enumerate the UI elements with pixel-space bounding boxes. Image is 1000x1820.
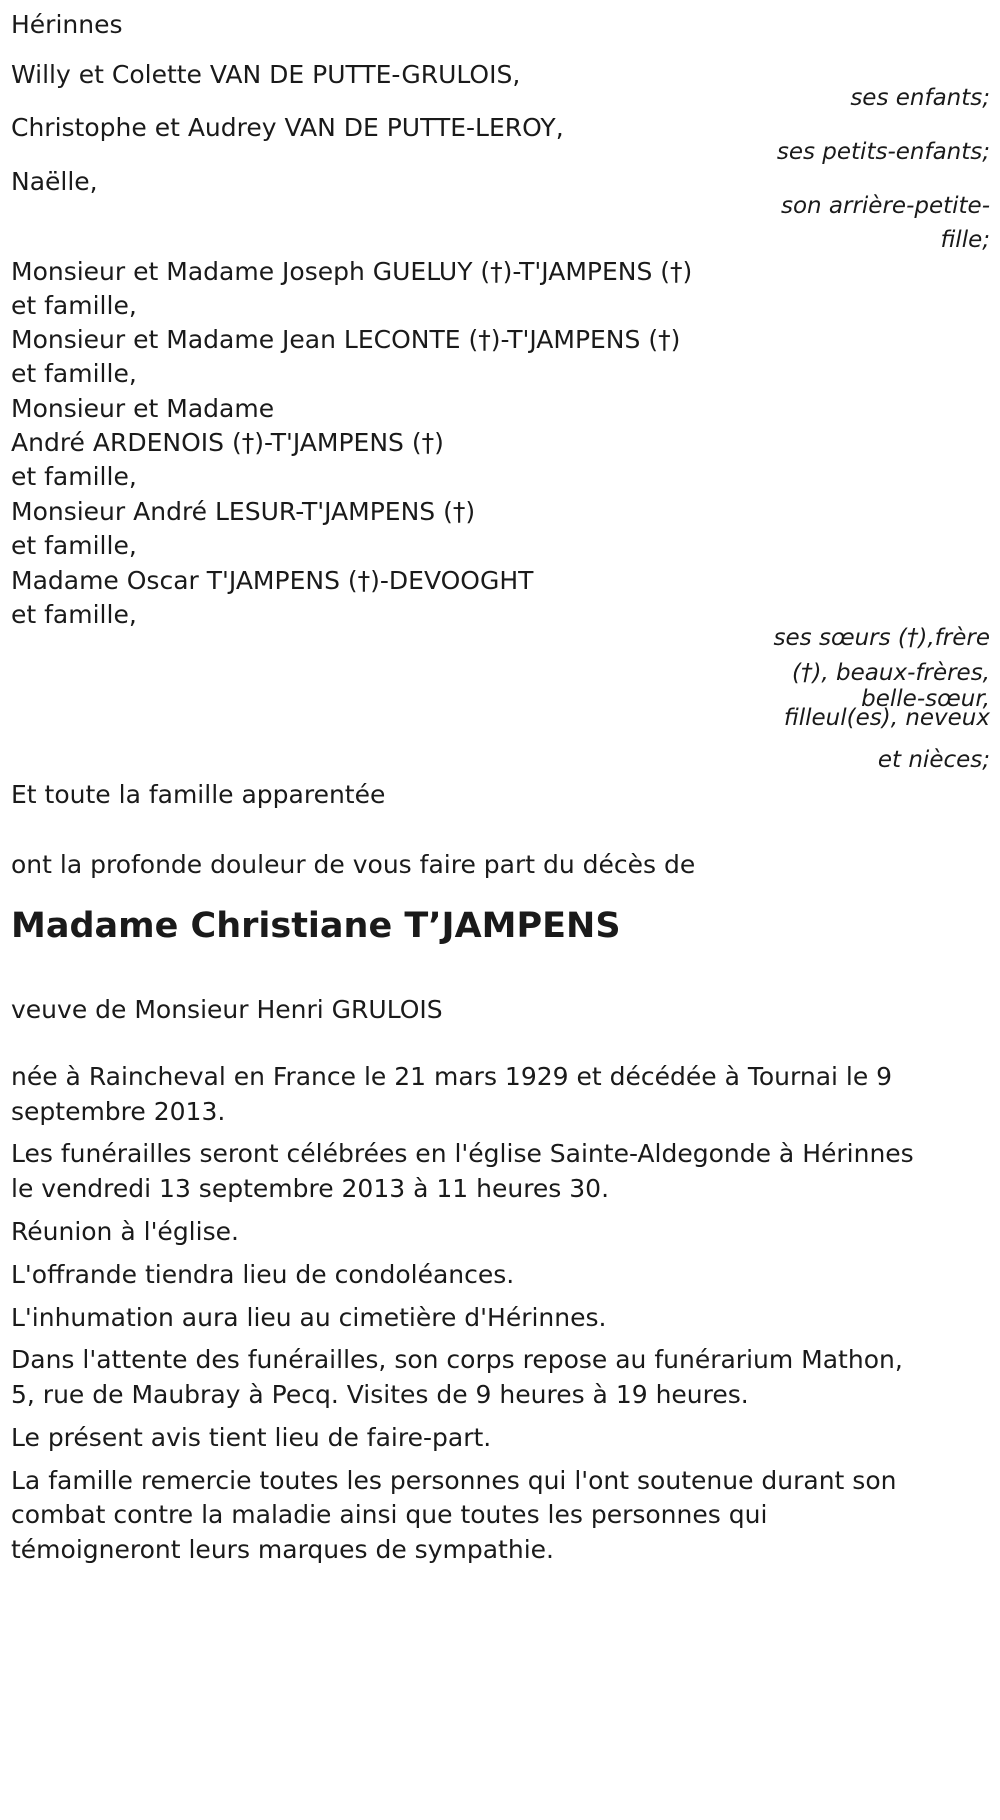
siblings-role-line: (†), beaux-frères, <box>791 660 990 686</box>
sibling-line: et famille, <box>11 600 137 629</box>
sibling-line: André ARDENOIS (†)-T'JAMPENS (†) <box>11 428 444 457</box>
thanks-line2: combat contre la maladie ainsi que toutes les personnes qui <box>11 1500 768 1529</box>
sibling-line: et famille, <box>11 531 137 560</box>
grandchildren-role: ses petits-enfants; <box>776 139 990 165</box>
siblings-role-line: ses sœurs (†),frère <box>773 625 990 651</box>
great-grandchild-role-line1: son arrière-petite- <box>780 193 990 219</box>
funeral-line1: Les funérailles seront célébrées en l'église Sainte-Aldegonde à Hérinnes <box>11 1139 914 1168</box>
sibling-line: Monsieur et Madame Jean LECONTE (†)-T'JAMPENS (†) <box>11 325 681 354</box>
sibling-line: et famille, <box>11 359 137 388</box>
place-heading: Hérinnes <box>11 10 123 39</box>
children-role: ses enfants; <box>850 85 990 111</box>
extended-family: Et toute la famille apparentée <box>11 780 386 809</box>
birth-death-line1: née à Raincheval en France le 21 mars 1929 et décédée à Tournai le 9 <box>11 1062 893 1091</box>
burial-text: L'inhumation aura lieu au cimetière d'Hérinnes. <box>11 1303 607 1332</box>
great-grandchild-names: Naëlle, <box>11 167 98 196</box>
children-names: Willy et Colette VAN DE PUTTE-GRULOIS, <box>11 60 521 89</box>
great-grandchild-role-line2: fille; <box>940 227 990 253</box>
notice-text: Le présent avis tient lieu de faire-part. <box>11 1423 492 1452</box>
sibling-line: Madame Oscar T'JAMPENS (†)-DEVOOGHT <box>11 566 534 595</box>
thanks-line1: La famille remercie toutes les personnes qui l'ont soutenue durant son <box>11 1466 897 1495</box>
repose-line2: 5, rue de Maubray à Pecq. Visites de 9 heures à 19 heures. <box>11 1380 749 1409</box>
thanks-line3: témoigneront leurs marques de sympathie. <box>11 1535 554 1564</box>
grandchildren-names: Christophe et Audrey VAN DE PUTTE-LEROY, <box>11 113 564 142</box>
siblings-role-line: et nièces; <box>877 747 990 773</box>
repose-line1: Dans l'attente des funérailles, son corps repose au funérarium Mathon, <box>11 1345 903 1374</box>
announcement-text: ont la profonde douleur de vous faire part du décès de <box>11 850 696 879</box>
sibling-line: et famille, <box>11 291 137 320</box>
meeting-text: Réunion à l'église. <box>11 1217 239 1246</box>
deceased-name: Madame Christiane T’JAMPENS <box>11 906 621 946</box>
offering-text: L'offrande tiendra lieu de condoléances. <box>11 1260 515 1289</box>
birth-death-line2: septembre 2013. <box>11 1097 226 1126</box>
sibling-line: Monsieur et Madame <box>11 394 275 423</box>
sibling-line: Monsieur et Madame Joseph GUELUY (†)-T'JAMPENS (†) <box>11 257 693 286</box>
widow-of: veuve de Monsieur Henri GRULOIS <box>11 995 443 1024</box>
sibling-line: Monsieur André LESUR-T'JAMPENS (†) <box>11 497 476 526</box>
sibling-line: et famille, <box>11 462 137 491</box>
siblings-role-line: belle-sœur, <box>861 686 990 712</box>
funeral-line2: le vendredi 13 septembre 2013 à 11 heures 30. <box>11 1174 610 1203</box>
siblings-role-line: filleul(es), neveux <box>783 705 990 731</box>
